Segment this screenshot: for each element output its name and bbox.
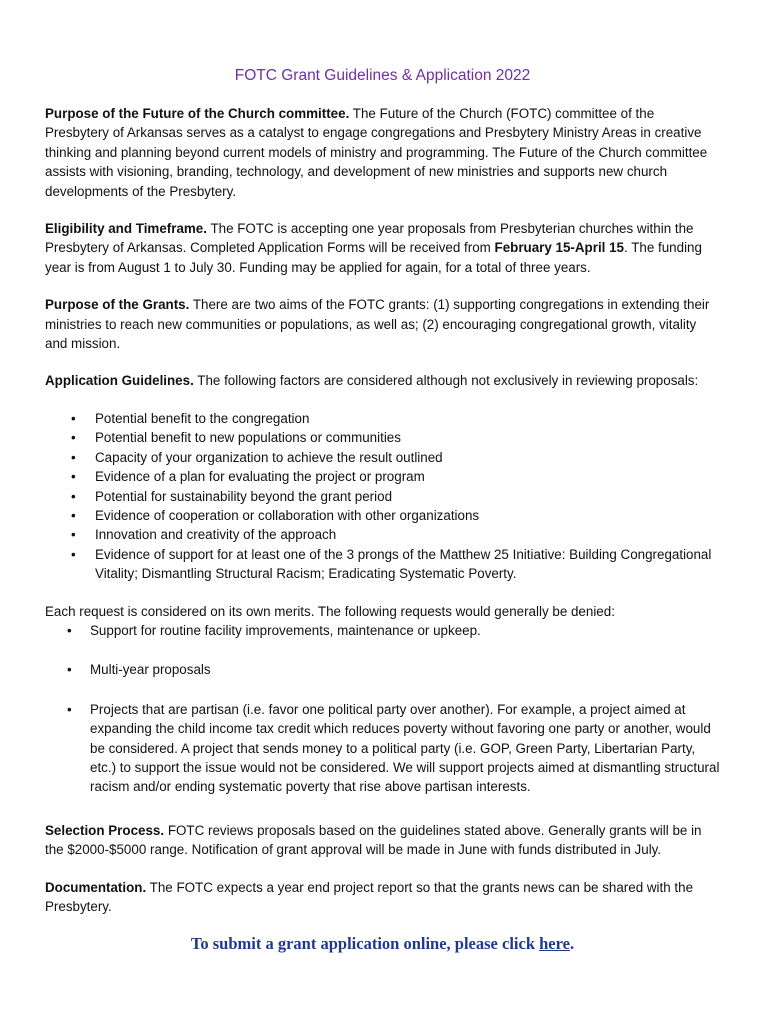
application-guidelines-paragraph (45, 371, 720, 390)
submit-callout-text: To submit a grant application online, please click (190, 934, 540, 954)
list-item-text: Evidence of support for at least one of the 3 prongs of the Matthew 25 Initiative: Building Congregational Vitality; Dismantling Structural Racism; Eradicating Systematic Poverty. (95, 546, 712, 582)
selection-text: FOTC reviews proposals based on the guidelines stated above. Generally grants will be in the $2000-$5000 range. Notification of grant approval will be made in June with funds distributed in July. (45, 822, 702, 858)
purpose-committee-heading: Purpose of the Future of the Church committee. (45, 106, 350, 121)
list-item (45, 487, 720, 506)
bullet-icon: • (67, 622, 72, 638)
eligibility-heading: Eligibility and Timeframe. (45, 221, 207, 237)
bullet-icon: • (71, 546, 76, 562)
eligibility-text-1: The FOTC is accepting one year proposals from Presbyterian churches within the Presbytery of Arkansas. Completed Application Forms will be received from (45, 221, 694, 256)
eligibility-paragraph (45, 219, 720, 277)
list-item (45, 621, 720, 640)
application-guidelines-heading: Application Guidelines. (45, 373, 194, 389)
list-item-text: Support for routine facility improvements, maintenance or upkeep. (90, 622, 481, 638)
list-item (45, 700, 720, 797)
here-link[interactable]: here (539, 934, 570, 954)
denied-intro: Each request is considered on its own merits. The following requests would generally be denied: (45, 603, 615, 619)
list-item (45, 448, 720, 467)
bullet-icon: • (67, 662, 72, 678)
list-item (45, 506, 720, 525)
documentation-text: The FOTC expects a year end project report so that the grants news can be shared with the Presbytery. (45, 879, 694, 914)
list-item-text: Multi-year proposals (90, 662, 211, 678)
list-item-text: Potential for sustainability beyond the grant period (95, 488, 393, 504)
eligibility-dates: February 15-April 15 (494, 240, 625, 256)
bullet-icon: • (67, 701, 72, 717)
list-item-text: Innovation and creativity of the approach (95, 527, 337, 543)
list-item (45, 545, 720, 584)
purpose-committee-paragraph (45, 104, 720, 201)
bullet-icon: • (71, 410, 76, 426)
list-item (45, 409, 720, 428)
purpose-grants-heading: Purpose of the Grants. (45, 297, 190, 313)
list-item-text: Potential benefit to the congregation (95, 410, 310, 426)
list-item-text: Projects that are partisan (i.e. favor one political party over another). For example, a project aimed at expanding the child income tax credit which reduces poverty without favoring one party or another, would be considered. A project that sends money to a political party (i.e. GOP, Green Party, Libertarian Party, etc.) to support the issue would not be considered. We will support projects aimed at dismantling structural racism and/or ending systematic poverty that rise above partisan interests. (90, 701, 720, 795)
submit-callout (45, 934, 720, 953)
purpose-grants-text: There are two aims of the FOTC grants: (1) supporting congregations in extending their ministries to reach new communities or populations, as well as; (2) encouraging congregational growth, vitality and mission. (45, 297, 710, 352)
eligibility-text-2: . The funding year is from August 1 to July 30. Funding may be applied for again, for a total of three years. (45, 240, 702, 275)
purpose-committee-text: The Future of the Church (FOTC) committee of the Presbytery of Arkansas serves as a catalyst to engage congregations and Presbytery Ministry Areas in creative thinking and planning beyond current models of ministry and programming. The Future of the Church committee assists with visioning, branding, technology, and development of new ministries and supports new church developments of the Presbytery. (45, 106, 708, 199)
page-title: FOTC Grant Guidelines & Application 2022 (234, 67, 531, 84)
factors-list (45, 409, 720, 584)
bullet-icon: • (71, 449, 76, 465)
bullet-icon: • (71, 488, 76, 504)
list-item (45, 428, 720, 447)
denied-list (45, 621, 720, 797)
bullet-icon: • (71, 469, 76, 485)
documentation-paragraph (45, 878, 720, 917)
list-item-text: Evidence of cooperation or collaboration with other organizations (95, 507, 480, 523)
list-item (45, 525, 720, 544)
list-item (45, 660, 720, 679)
application-guidelines-text: The following factors are considered although not exclusively in reviewing proposals: (193, 373, 699, 389)
list-item (45, 467, 720, 486)
selection-paragraph (45, 821, 720, 860)
documentation-heading: Documentation. (45, 879, 147, 895)
bullet-icon: • (71, 430, 76, 446)
list-item-text: Capacity of your organization to achieve the result outlined (95, 449, 443, 465)
bullet-icon: • (71, 507, 76, 523)
selection-heading: Selection Process. (45, 822, 165, 838)
list-item-text: Evidence of a plan for evaluating the project or program (95, 469, 425, 485)
bullet-icon: • (71, 527, 76, 543)
purpose-grants-paragraph (45, 295, 720, 353)
list-item-text: Potential benefit to new populations or communities (95, 430, 401, 446)
submit-callout-end: . (569, 934, 575, 954)
